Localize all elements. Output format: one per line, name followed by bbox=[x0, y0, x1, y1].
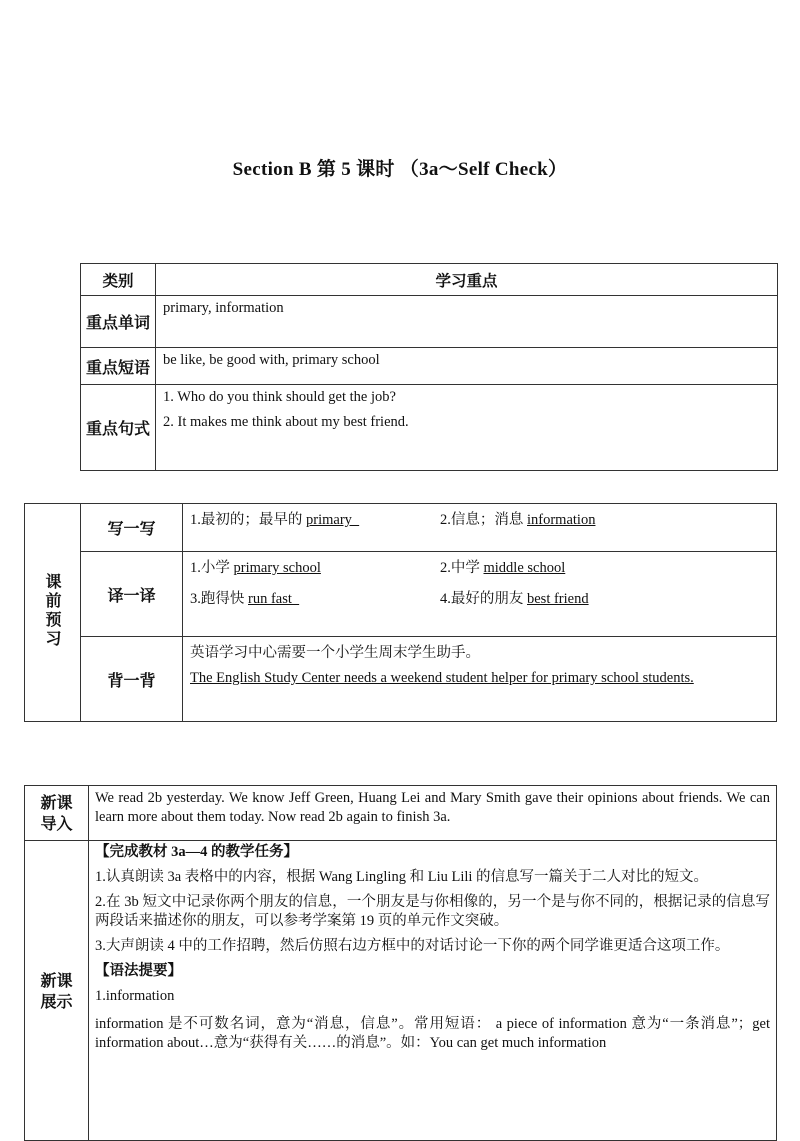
focus-sentence-2: 2. It makes me think about my best friend. bbox=[163, 414, 409, 430]
focus-row-content-words bbox=[156, 296, 778, 348]
show-label-cell bbox=[25, 841, 89, 1141]
focus-row-label-sentences: 重点句式 bbox=[81, 385, 156, 471]
focus-words-text: primary, information bbox=[163, 300, 284, 316]
grammar-heading: 【语法提要】 bbox=[95, 963, 182, 979]
grammar-text: information 是不可数名词，意为“消息，信息”。常用短语： a piece of information 意为“一条消息”；get information about…意为“获得有关……的消息”。如：You can get much information bbox=[95, 1016, 770, 1051]
write-answer-1: primary bbox=[306, 512, 360, 528]
translate-content bbox=[183, 552, 777, 637]
intro-label-cell bbox=[25, 786, 89, 841]
translate-answer-4: best friend bbox=[527, 591, 589, 607]
focus-row-content-phrases bbox=[156, 348, 778, 385]
translate-answer-3: run fast bbox=[248, 591, 300, 607]
preview-side-label-cell bbox=[25, 504, 81, 722]
translate-item-4: 4.最好的朋友 best friend bbox=[440, 591, 589, 607]
write-item-2: 2.信息；消息 information bbox=[440, 512, 596, 528]
focus-phrases-text: be like, be good with, primary school bbox=[163, 352, 380, 368]
show-label: 新课展示 bbox=[40, 970, 73, 1011]
recite-content bbox=[183, 637, 777, 722]
write-label: 写一写 bbox=[81, 504, 183, 552]
intro-label: 新课导入 bbox=[40, 793, 73, 833]
recite-chinese: 英语学习中心需要一个小学生周末学生助手。 bbox=[190, 645, 480, 661]
translate-answer-1: primary school bbox=[233, 560, 321, 576]
recite-label: 背一背 bbox=[81, 637, 183, 722]
task-1: 1.认真朗读 3a 表格中的内容，根据 Wang Lingling 和 Liu Lili 的信息写一篇关于二人对比的短文。 bbox=[95, 869, 709, 885]
focus-row-label-phrases: 重点短语 bbox=[81, 348, 156, 385]
translate-answer-2: middle school bbox=[483, 560, 566, 576]
intro-content bbox=[89, 786, 777, 841]
focus-table bbox=[80, 263, 778, 471]
lesson-table bbox=[24, 785, 777, 1141]
focus-row-label-words: 重点单词 bbox=[81, 296, 156, 348]
page-title: Section B 第 5 课时 （3a～Self Check） bbox=[232, 159, 568, 180]
translate-item-3: 3.跑得快 run fast bbox=[190, 591, 300, 607]
write-item-1: 1.最初的；最早的 primary bbox=[190, 512, 360, 528]
show-content bbox=[89, 841, 777, 1141]
grammar-item: 1.information bbox=[95, 988, 175, 1004]
focus-row-content-sentences bbox=[156, 385, 778, 471]
translate-label: 译一译 bbox=[81, 552, 183, 637]
preview-table bbox=[24, 503, 777, 722]
preview-side-label: 课前预习 bbox=[43, 572, 62, 649]
task-heading: 【完成教材 3a—4 的教学任务】 bbox=[95, 844, 298, 860]
write-answer-2: information bbox=[527, 512, 596, 528]
focus-sentence-1: 1. Who do you think should get the job? bbox=[163, 389, 396, 405]
intro-text: We read 2b yesterday. We know Jeff Green, Huang Lei and Mary Smith gave their opinions about friends. We can learn more about them today. Now read 2b again to finish 3a. bbox=[95, 790, 770, 825]
focus-col-header-key-points: 学习重点 bbox=[156, 264, 778, 296]
translate-item-1: 1.小学 primary school bbox=[190, 560, 321, 576]
write-content bbox=[183, 504, 777, 552]
focus-col-header-category: 类别 bbox=[81, 264, 156, 296]
translate-item-2: 2.中学 middle school bbox=[440, 560, 566, 576]
task-3: 3.大声朗读 4 中的工作招聘，然后仿照右边方框中的对话讨论一下你的两个同学谁更适合这项工作。 bbox=[95, 938, 730, 954]
task-2: 2.在 3b 短文中记录你两个朋友的信息，一个朋友是与你相像的，另一个是与你不同的，根据记录的信息写两段话来描述你的朋友，可以参考学案第 19 页的单元作文突破。 bbox=[95, 894, 770, 929]
recite-english: The English Study Center needs a weekend student helper for primary school students. bbox=[190, 670, 694, 686]
